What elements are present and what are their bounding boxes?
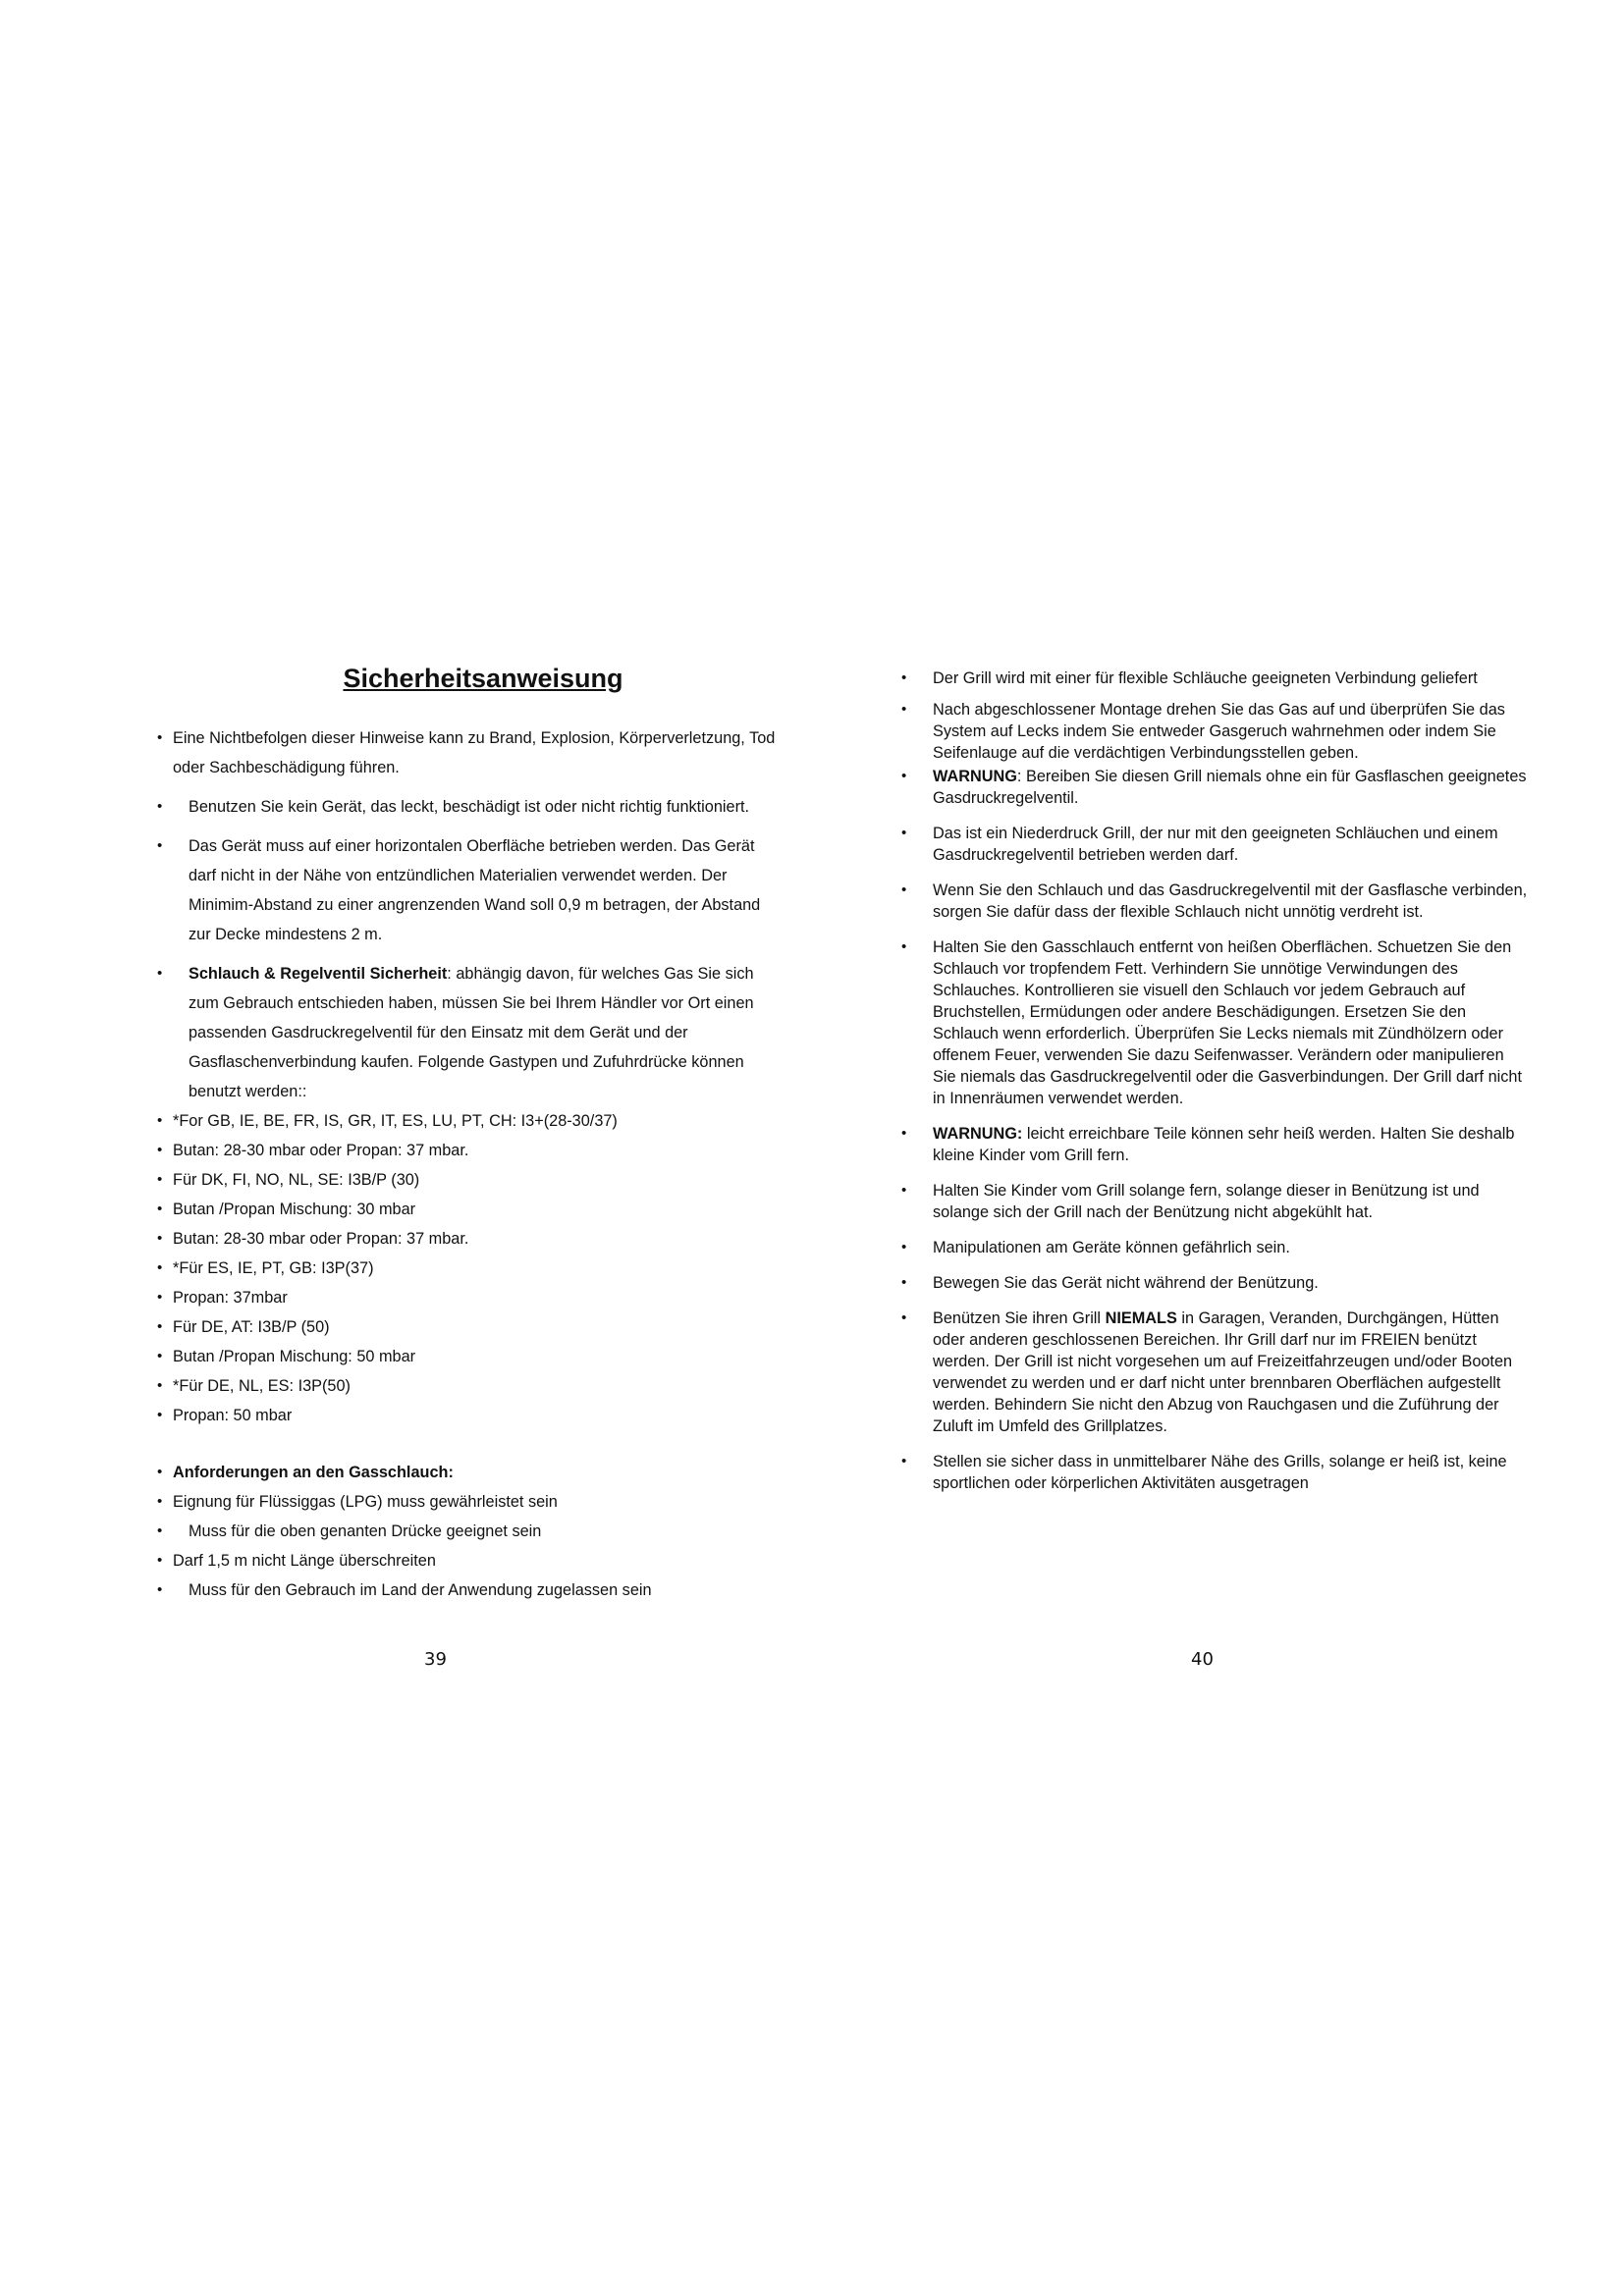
list-item-text: Darf 1,5 m nicht Länge überschreiten — [173, 1552, 436, 1570]
bullet-icon: • — [157, 1112, 163, 1129]
bullet-icon: • — [157, 1552, 163, 1569]
bullet-icon: • — [157, 837, 163, 854]
list-item-text: Propan: 37mbar — [173, 1289, 288, 1307]
list-item-text: Butan: 28-30 mbar oder Propan: 37 mbar. — [173, 1230, 469, 1248]
list-item — [157, 1517, 776, 1546]
list-item — [157, 1546, 776, 1575]
list-item-heading: Schlauch & Regelventil Sicherheit — [189, 965, 448, 983]
list-item-text: : abhängig davon, für welches Gas Sie sich zum Gebrauch entschieden haben, müssen Sie bei Ihrem Händler vor Ort einen passenden Gasdruckregelventil für den Einsatz mit dem Gerät und der Gasflaschenverbindung kaufen. Folgende Gastypen und Zufuhrdrücke können benutzt werden:: — [189, 965, 754, 1100]
bullet-icon: • — [901, 669, 907, 686]
list-item-text: Stellen sie sicher dass in unmittelbarer Nähe des Grills, solange er heiß ist, keine sportlichen oder körperlichen Aktivitäten ausgetragen — [933, 1453, 1507, 1492]
list-item-text: Benutzen Sie kein Gerät, das leckt, beschädigt ist oder nicht richtig funktioniert. — [189, 798, 750, 816]
bullet-icon: • — [157, 1259, 163, 1276]
bullet-icon: • — [901, 881, 907, 898]
list-item — [157, 1575, 776, 1605]
bullet-icon: • — [157, 1407, 163, 1423]
list-item — [157, 1458, 776, 1487]
section-heading: Anforderungen an den Gasschlauch: — [173, 1464, 454, 1481]
bullet-icon: • — [901, 1309, 907, 1326]
list-item-text: Eignung für Flüssiggas (LPG) muss gewährleistet sein — [173, 1493, 558, 1511]
bullet-icon: • — [901, 768, 907, 784]
bullet-icon: • — [157, 1464, 163, 1480]
list-item — [157, 1165, 776, 1195]
list-item-text: Muss für die oben genanten Drücke geeignet sein — [189, 1522, 542, 1540]
list-item-text: Benützen Sie ihren Grill — [933, 1309, 1106, 1327]
list-item — [157, 1401, 776, 1430]
list-item-text: in Garagen, Veranden, Durchgängen, Hütten oder anderen geschlossenen Bereichen. Ihr Grill darf nur im FREIEN benützt werden. Der Grill ist nicht vorgesehen um auf Freizeitfahrzeugen und/oder Booten verwendet zu werden und er darf nicht unter brennbaren Oberflächen aufgestellt werden. Behindern Sie nicht den Abzug von Rauchgasen und die Zuführung der Zuluft im Umfeld des Grillplatzes. — [933, 1309, 1513, 1435]
list-item — [901, 664, 1530, 693]
list-item — [157, 1195, 776, 1224]
bullet-icon: • — [157, 1289, 163, 1306]
bullet-icon: • — [157, 965, 163, 982]
list-item — [901, 699, 1530, 764]
hose-list — [157, 1487, 776, 1605]
list-item — [157, 1136, 776, 1165]
bullet-icon: • — [157, 798, 163, 815]
list-item-text: *For GB, IE, BE, FR, IS, GR, IT, ES, LU, PT, CH: I3+(28-30/37) — [173, 1112, 618, 1130]
list-item — [157, 1254, 776, 1283]
list-item-text: Nach abgeschlossener Montage drehen Sie das Gas auf und überprüfen Sie das System auf Lecks indem Sie entweder Gasgeruch wahrnehmen oder indem Sie Seifenlauge auf die verdächtigen Verbindungsstellen geben. — [933, 701, 1505, 762]
list-item — [901, 1308, 1530, 1437]
hose-requirements — [157, 1458, 776, 1487]
bullet-icon: • — [157, 1522, 163, 1539]
bullet-icon: • — [157, 1377, 163, 1394]
list-item — [901, 1123, 1530, 1166]
bullet-icon: • — [157, 1318, 163, 1335]
emphasis: NIEMALS — [1105, 1309, 1177, 1327]
bullet-icon: • — [157, 1230, 163, 1247]
bullet-icon: • — [157, 1142, 163, 1158]
bullet-icon: • — [901, 938, 907, 955]
list-item — [901, 823, 1530, 866]
list-item — [157, 792, 776, 822]
list-item — [901, 1180, 1530, 1223]
warning-label: WARNUNG — [933, 768, 1017, 785]
list-item — [901, 1451, 1530, 1494]
list-item — [157, 723, 776, 782]
list-item — [157, 959, 776, 1106]
list-item — [157, 1312, 776, 1342]
page-number: 40 — [1191, 1649, 1214, 1670]
list-item-text: Wenn Sie den Schlauch und das Gasdruckregelventil mit der Gasflasche verbinden, sorgen Sie dafür dass der flexible Schlauch nicht unnötig verdreht ist. — [933, 881, 1528, 921]
list-item-text: Halten Sie den Gasschlauch entfernt von heißen Oberflächen. Schuetzen Sie den Schlauch vor tropfendem Fett. Verhindern Sie unnötige Verwindungen des Schlauches. Kontrollieren sie visuell den Schlauch vor jedem Gebrauch auf Bruchstellen, Ermüdungen oder andere Beschädigungen. Ersetzen Sie den Schlauch wenn erforderlich. Überprüfen Sie Lecks niemals mit Zündhölzern oder offenem Feuer, verwenden Sie dazu Seifenwasser. Verändern oder manipulieren Sie niemals das Gasdruckregelventil oder die Gasverbindungen. Der Grill darf nicht in Innenräumen verwendet werden. — [933, 938, 1522, 1107]
bullet-icon: • — [901, 1274, 907, 1291]
warning-label: WARNUNG: — [933, 1125, 1023, 1143]
list-item-text: Für DE, AT: I3B/P (50) — [173, 1318, 330, 1336]
right-page — [901, 664, 1530, 1508]
bullet-icon: • — [157, 1348, 163, 1364]
list-item — [901, 1272, 1530, 1294]
list-item-text: Bewegen Sie das Gerät nicht während der Benützung. — [933, 1274, 1319, 1292]
list-item — [157, 1487, 776, 1517]
bullet-icon: • — [901, 1182, 907, 1199]
list-item — [157, 1224, 776, 1254]
list-item-text: Manipulationen am Geräte können gefährlich sein. — [933, 1239, 1290, 1256]
list-item — [157, 1342, 776, 1371]
list-item — [157, 1283, 776, 1312]
list-item — [901, 1237, 1530, 1258]
gas-type-list — [157, 1106, 776, 1430]
list-item — [901, 766, 1530, 809]
bullet-icon: • — [901, 825, 907, 841]
bullet-icon: • — [157, 1581, 163, 1598]
bullet-icon: • — [901, 1239, 907, 1255]
list-item — [157, 1371, 776, 1401]
list-item-text: Butan: 28-30 mbar oder Propan: 37 mbar. — [173, 1142, 469, 1159]
left-page — [157, 664, 776, 1605]
list-item-text: Propan: 50 mbar — [173, 1407, 293, 1424]
list-item-text: Butan /Propan Mischung: 50 mbar — [173, 1348, 416, 1365]
bullet-icon: • — [157, 1171, 163, 1188]
list-item-text: Das ist ein Niederdruck Grill, der nur mit den geeigneten Schläuchen und einem Gasdruckregelventil betrieben werden darf. — [933, 825, 1498, 864]
page-title: Sicherheitsanweisung — [343, 664, 623, 693]
list-item-text: Eine Nichtbefolgen dieser Hinweise kann zu Brand, Explosion, Körperverletzung, Tod oder Sachbeschädigung führen. — [173, 729, 776, 776]
safety-list — [157, 723, 776, 1106]
bullet-icon: • — [157, 1201, 163, 1217]
list-item — [157, 831, 776, 949]
bullet-icon: • — [901, 1125, 907, 1142]
list-item-text: Das Gerät muss auf einer horizontalen Oberfläche betrieben werden. Das Gerät darf nicht in der Nähe von entzündlichen Materialien verwendet werden. Der Minimim-Abstand zu einer angrenzenden Wand soll 0,9 m betragen, der Abstand zur Decke mindestens 2 m. — [189, 837, 761, 943]
list-item-text: *Für DE, NL, ES: I3P(50) — [173, 1377, 351, 1395]
safety-list — [901, 664, 1530, 1494]
list-item — [901, 880, 1530, 923]
list-item-text: Halten Sie Kinder vom Grill solange fern, solange dieser in Benützung ist und solange sich der Grill nach der Benützung nicht abgekühlt hat. — [933, 1182, 1480, 1221]
list-item-text: : Bereiben Sie diesen Grill niemals ohne ein für Gasflaschen geeignetes Gasdruckregelventil. — [933, 768, 1527, 807]
list-item-text: leicht erreichbare Teile können sehr heiß werden. Halten Sie deshalb kleine Kinder vom Grill fern. — [933, 1125, 1515, 1164]
bullet-icon: • — [901, 701, 907, 718]
bullet-icon: • — [157, 729, 163, 746]
bullet-icon: • — [157, 1493, 163, 1510]
list-item — [901, 936, 1530, 1109]
list-item-text: Butan /Propan Mischung: 30 mbar — [173, 1201, 416, 1218]
bullet-icon: • — [901, 1453, 907, 1469]
list-item-text: Der Grill wird mit einer für flexible Schläuche geeigneten Verbindung geliefert — [933, 669, 1478, 687]
list-item-text: *Für ES, IE, PT, GB: I3P(37) — [173, 1259, 374, 1277]
page-number: 39 — [424, 1649, 447, 1670]
list-item-text: Muss für den Gebrauch im Land der Anwendung zugelassen sein — [189, 1581, 652, 1599]
list-item — [157, 1106, 776, 1136]
list-item-text: Für DK, FI, NO, NL, SE: I3B/P (30) — [173, 1171, 420, 1189]
